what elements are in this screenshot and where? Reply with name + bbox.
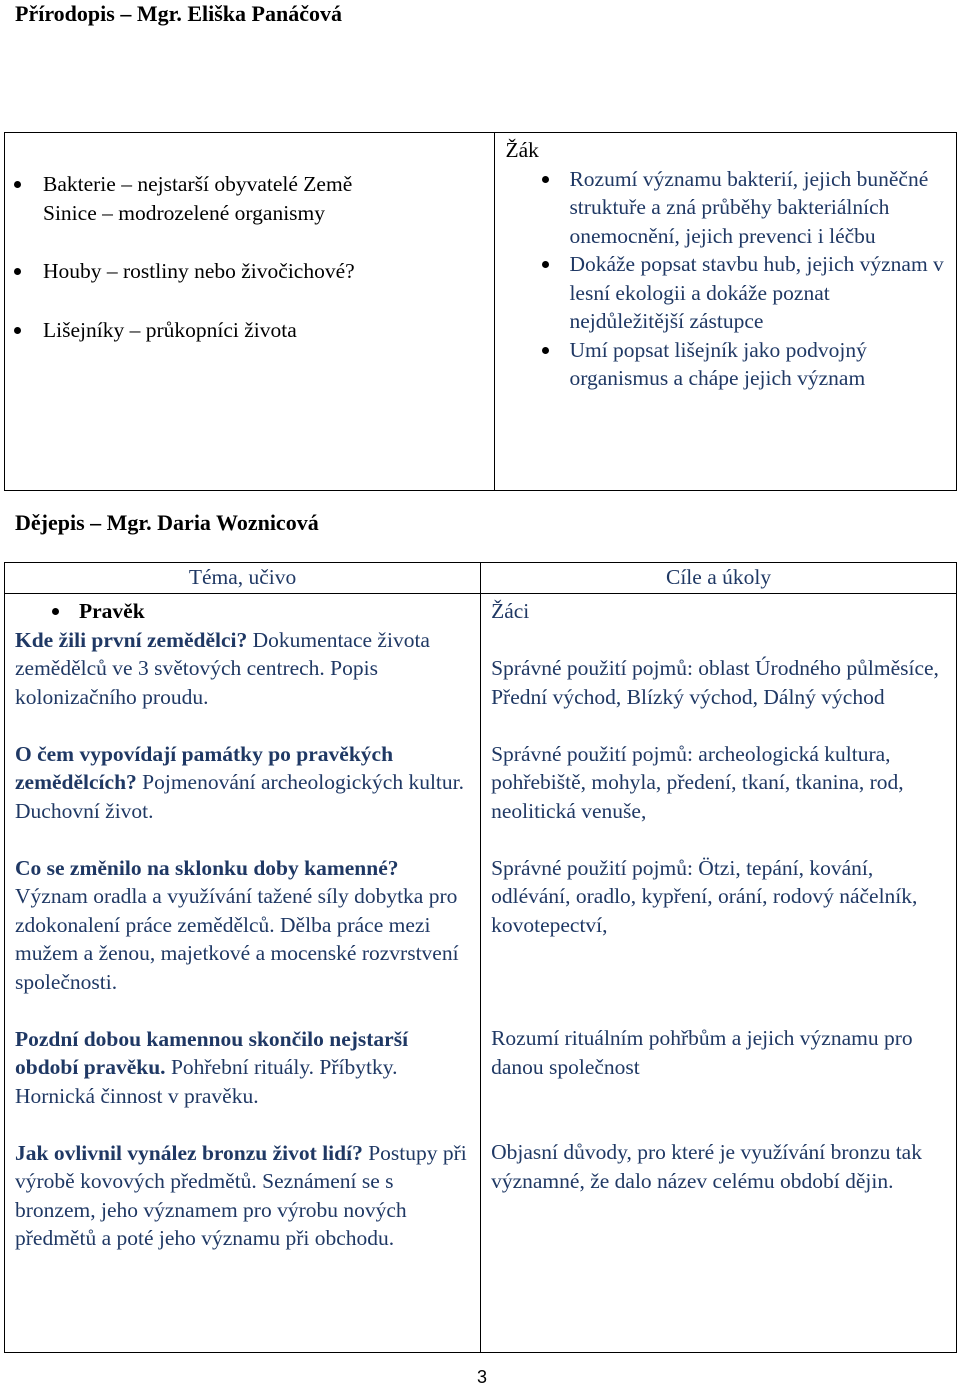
topic-paragraph: O čem vypovídají památky po pravěkých zemědělcích? Pojmenování archeologických kultur. Duchovní život. [15, 741, 464, 823]
list-item: Bakterie – nejstarší obyvatelé Země Sinice – modrozelené organismy [5, 170, 484, 227]
pupil-label: Žák [505, 138, 539, 162]
list-item: Pravěk [5, 597, 472, 626]
list-item: Rozumí významu bakterií, jejich buněčné struktuře a zná průběhy bakteriálních onemocnění, jejich prevenci i léčbu [495, 165, 948, 251]
pupils-label: Žáci [491, 599, 530, 623]
list-item: Dokáže popsat stavbu hub, jejich význam v lesní ekologii a dokáže poznat nejdůležitější zástupce [495, 250, 948, 336]
page-number: 3 [477, 1367, 488, 1387]
heading-dejepis: Dějepis – Mgr. Daria Woznicová [15, 510, 319, 535]
topics-list [43, 170, 484, 344]
list-item: Umí popsat lišejník jako podvojný organismus a chápe jejich význam [495, 336, 948, 393]
header-topic: Téma, učivo [5, 563, 481, 594]
goal-paragraph: Správné použití pojmů: archeologická kultura, pohřebiště, mohyla, předení, tkaní, tkanina, rod, neolitická venuše, [491, 741, 904, 823]
topic-paragraph: Pozdní dobou kamennou skončilo nejstarší období pravěku. Pohřební rituály. Příbytky. Hornická činnost v pravěku. [15, 1026, 409, 1108]
goal-paragraph: Správné použití pojmů: Ötzi, tepání, kování, odlévání, oradlo, kypření, orání, rodový náčelník, kovotepectví, [491, 855, 918, 937]
goal-paragraph: Objasní důvody, pro které je využívání bronzu tak významné, že dalo název celému období dějin. [491, 1140, 922, 1193]
era-list [15, 597, 472, 626]
list-item: Lišejníky – průkopníci života [5, 316, 484, 345]
cell-goals-history [481, 594, 957, 1353]
topic-paragraph: Co se změnilo na sklonku doby kamenné? Význam oradla a využívání tažené síly dobytka pro zdokonalení práce zemědělců. Dělba práce mezi mužem a ženou, majetkové a mocenské rozvrstvení společnosti. [15, 855, 459, 994]
cell-topics [5, 133, 495, 491]
goals-list [505, 165, 948, 393]
topic-paragraph: Jak ovlivnil vynález bronzu život lidí? Postupy při výrobě kovových předmětů. Seznámení se s bronzem, jeho významem pro výrobu nových předmětů a poté jeho významu při obchodu. [15, 1140, 467, 1250]
cell-goals [495, 133, 957, 491]
goal-paragraph: Rozumí rituálním pohřbům a jejich významu pro danou společnost [491, 1026, 913, 1079]
topic-paragraph: Kde žili první zemědělci? Dokumentace života zemědělců ve 3 světových centrech. Popis kolonizačního proudu. [15, 627, 430, 709]
heading-prirodopis: Přírodopis – Mgr. Eliška Panáčová [15, 1, 342, 26]
header-goals: Cíle a úkoly [481, 563, 957, 594]
table-prirodopis [4, 132, 957, 491]
cell-topics-history [5, 594, 481, 1353]
list-item: Houby – rostliny nebo živočichové? [5, 257, 484, 286]
goal-paragraph: Správné použití pojmů: oblast Úrodného půlměsíce, Přední východ, Blízký východ, Dálný východ [491, 656, 939, 709]
table-dejepis [4, 562, 957, 1353]
